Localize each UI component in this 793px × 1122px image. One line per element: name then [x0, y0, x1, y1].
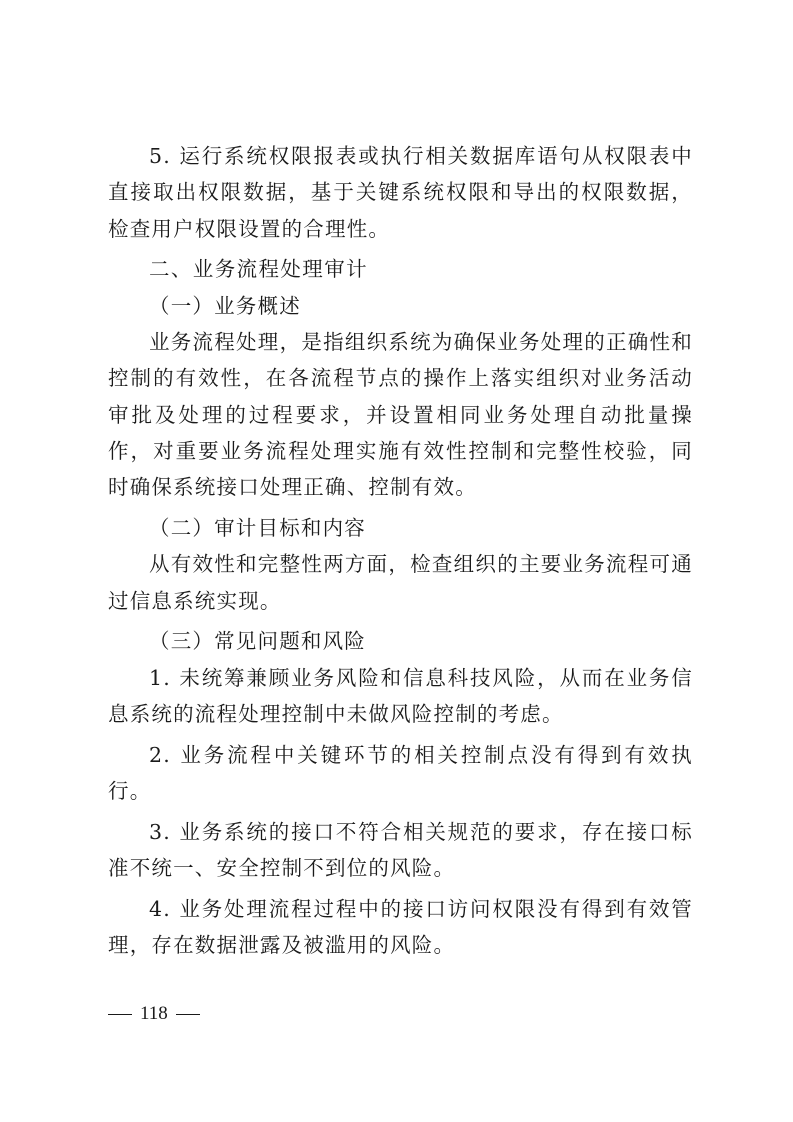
document-body	[108, 138, 693, 964]
paragraph-objectives: 从有效性和完整性两方面，检查组织的主要业务流程可通过信息系统实现。	[108, 552, 693, 613]
subsection-title-objectives: （二）审计目标和内容	[149, 515, 366, 540]
page-number: 118	[140, 1003, 168, 1024]
footer-left-dash	[108, 1014, 132, 1015]
risk-item-1: 1. 未统筹兼顾业务风险和信息科技风险，从而在业务信息系统的流程处理控制中未做风险控制的考虑。	[108, 665, 693, 726]
risk-item-2: 2. 业务流程中关键环节的相关控制点没有得到有效执行。	[108, 742, 693, 804]
paragraph-overview: 业务流程处理，是指组织系统为确保业务处理的正确性和控制的有效性，在各流程节点的操作上落实组织对业务活动审批及处理的过程要求，并设置相同业务处理自动批量操作，对重要业务流程处理实施有效性控制和完整性校验，同时确保系统接口处理正确、控制有效。	[108, 329, 693, 500]
section-title-business-process-audit: 二、业务流程处理审计	[149, 257, 368, 282]
subsection-title-overview: （一）业务概述	[149, 293, 301, 318]
risk-item-3: 3. 业务系统的接口不符合相关规范的要求，存在接口标准不统一、安全控制不到位的风险。	[108, 819, 693, 881]
risk-item-4: 4. 业务处理流程过程中的接口访问权限没有得到有效管理，存在数据泄露及被滥用的风险。	[108, 896, 693, 958]
subsection-title-risks: （三）常见问题和风险	[149, 629, 366, 654]
footer-right-dash	[176, 1014, 200, 1015]
paragraph-permission-report: 5. 运行系统权限报表或执行相关数据库语句从权限表中直接取出权限数据，基于关键系统权限和导出的权限数据，检查用户权限设置的合理性。	[108, 144, 693, 241]
page-footer	[108, 1002, 200, 1026]
